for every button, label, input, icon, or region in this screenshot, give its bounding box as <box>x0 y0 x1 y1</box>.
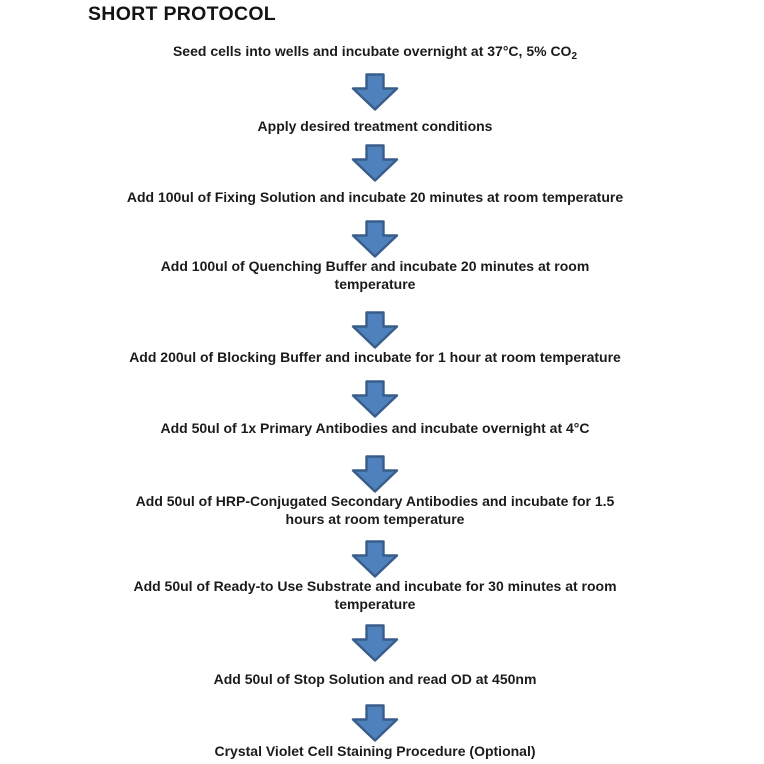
co2-subscript: 2 <box>571 51 578 62</box>
step-text: Apply desired treatment conditions <box>257 118 493 134</box>
step-text: temperature <box>334 595 416 612</box>
flow-step-fixing-solution <box>0 189 750 207</box>
flow-step-secondary-antibodies <box>0 493 750 528</box>
down-arrow-icon <box>351 380 399 418</box>
down-arrow-icon <box>351 220 399 258</box>
flow-step-primary-antibodies <box>0 420 750 438</box>
flow-step-substrate <box>0 578 750 613</box>
step-text: Add 50ul of Ready-to Use Substrate and incubate for 30 minutes at room <box>133 578 617 594</box>
step-text: hours at room temperature <box>285 510 465 527</box>
step-text: temperature <box>334 275 416 292</box>
step-text: Add 100ul of Fixing Solution and incubate 20 minutes at room temperature <box>126 189 624 205</box>
down-arrow-icon <box>351 704 399 742</box>
flow-step-crystal-violet <box>0 743 750 761</box>
step-text: Crystal Violet Cell Staining Procedure (Optional) <box>214 743 536 759</box>
flow-step-treatment <box>0 118 750 136</box>
step-text: Seed cells into wells and incubate overnight at 37°C, 5% $CO_2$ <box>172 43 578 62</box>
step-text: Add 50ul of HRP-Conjugated Secondary Antibodies and incubate for 1.5 <box>135 493 615 509</box>
page-title: SHORT PROTOCOL <box>88 3 277 25</box>
down-arrow-icon <box>351 455 399 493</box>
flow-step-seed-cells <box>0 43 750 66</box>
step-text: Add 100ul of Quenching Buffer and incubate 20 minutes at room <box>160 258 590 274</box>
down-arrow-icon <box>351 540 399 578</box>
step-text: Add 200ul of Blocking Buffer and incubate for 1 hour at room temperature <box>129 349 621 365</box>
down-arrow-icon <box>351 73 399 111</box>
flow-step-blocking-buffer <box>0 349 750 367</box>
down-arrow-icon <box>351 144 399 182</box>
flow-step-stop-solution <box>0 671 750 689</box>
flow-step-quenching-buffer <box>0 258 750 293</box>
step-text: Add 50ul of 1x Primary Antibodies and incubate overnight at 4°C <box>160 420 590 436</box>
down-arrow-icon <box>351 311 399 349</box>
down-arrow-icon <box>351 624 399 662</box>
step-text: Add 50ul of Stop Solution and read OD at 450nm <box>213 671 537 687</box>
